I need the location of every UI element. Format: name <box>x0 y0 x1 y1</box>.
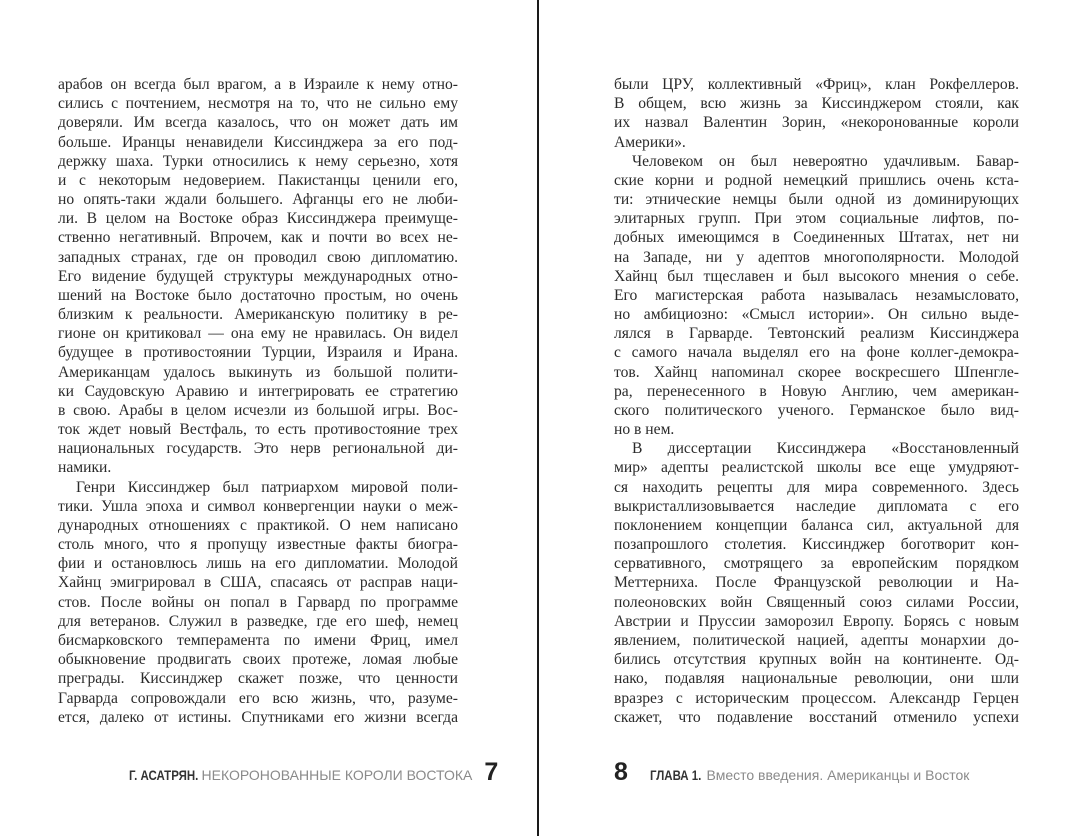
text-line: Хайнц был тщеславен и был высокого мнения о себе. <box>614 267 1019 285</box>
text-line: элитарных групп. При этом социальные лифтов, по- <box>614 210 1019 228</box>
text-line: их назвал Валентин Зорин, «некоронованные короли <box>614 114 1019 132</box>
page-number-right: 8 <box>614 758 628 786</box>
text-line: бились отсутствия крупных войн на континенте. Од- <box>614 651 1019 669</box>
text-line: Хайнц эмигрировал в США, спасаясь от расправ наци- <box>58 574 458 592</box>
footer-chapter-title: Вместо введения. Американцы и Восток <box>706 767 970 783</box>
text-line: сились с почтением, несмотря на то, что не сильно ему <box>58 95 458 113</box>
text-line: скажет, что подавление восстаний отменило успехи <box>614 708 1019 726</box>
text-line: в свою. Арабы в целом исчезли из большой игры. Вос- <box>58 401 458 419</box>
text-line: ется, далеко от истины. Спутниками его жизни всегда <box>58 708 458 726</box>
text-line: но в нем. <box>614 421 675 439</box>
text-line: и с некоторым недоверием. Пакистанцы ценили его, <box>58 171 458 189</box>
text-line: Его видение будущей структуры международных отно- <box>58 267 458 285</box>
text-line: ти: этнические немцы были одной из доминирующих <box>614 191 1019 209</box>
text-line: мир» адепты реалистской школы все еще умудряют- <box>614 459 1019 477</box>
text-line: сервативного, смотрящего за европейским порядком <box>614 555 1019 573</box>
text-line: шений на Востоке было достаточно простым, но очень <box>58 286 458 304</box>
text-line: бисмарковского темперамента по имени Фриц, имел <box>58 631 458 649</box>
text-line: на Западе, ни у адептов многополярности. Молодой <box>614 248 1019 266</box>
text-line: близким к реальности. Американскую политику в ре- <box>58 306 458 324</box>
text-line: гионе он критиковал — она ему не нравилась. Он видел <box>58 325 458 343</box>
text-line: Америки». <box>614 133 686 151</box>
text-line: преграды. Киссинджер скажет позже, что ценности <box>58 670 458 688</box>
text-line: ли. В целом на Востоке образ Киссинджера преимуще- <box>58 210 458 228</box>
spine-divider <box>537 0 539 836</box>
text-line: больше. Иранцы ненавидели Киссинджера за его под- <box>58 133 458 151</box>
text-line: доверяли. Им всегда казалось, что он может дать им <box>58 114 458 132</box>
text-line: но опять-таки ждали большего. Афганцы его не люби- <box>58 191 458 209</box>
text-line: ки Саудовскую Аравию и интегрировать ее стратегию <box>58 382 458 400</box>
text-line: но амбициозно: «Смысл истории». Он сильно выде- <box>614 306 1019 324</box>
text-line: Австрии и Пруссии заморозил Европу. Борясь с новым <box>614 612 1019 630</box>
text-line: ра, перенесенного в Новую Англию, чем американ- <box>614 382 1019 400</box>
text-line: добных имеющимся в Соединенных Штатах, нет ни <box>614 229 1019 247</box>
right-page-footer <box>614 758 969 787</box>
footer-book-title: НЕКОРОНОВАННЫЕ КОРОЛИ ВОСТОКА <box>201 767 473 783</box>
text-line: фии и остановлюсь лишь на его дипломатии. Молодой <box>58 555 458 573</box>
text-line: явлением, политической нацией, адепты монархии до- <box>614 631 1019 649</box>
text-line: держку шаха. Турки относились к нему серьезно, хотя <box>58 152 458 170</box>
text-line: Генри Киссинджер был патриархом мировой поли- <box>76 478 458 496</box>
right-page-text <box>614 75 1019 727</box>
text-line: столь много, что я пропущу известные факты биогра- <box>58 536 458 554</box>
text-line: нако, подавляя национальные революции, они шли <box>614 670 1019 688</box>
left-page-footer <box>129 758 498 787</box>
text-line: будущее в противостоянии Турции, Израиля и Ирана. <box>58 344 458 362</box>
text-line: тики. Ушла эпоха и символ конвергенции науки о меж- <box>58 497 458 515</box>
text-line: Американцам удалось выкинуть из большой полити- <box>58 363 458 381</box>
text-line: Человеком он был невероятно удачливым. Бавар- <box>632 152 1019 170</box>
text-line: В общем, всю жизнь за Киссинджером стояли, как <box>614 95 1019 113</box>
text-line: для ветеранов. Служил в разведке, где его шеф, немец <box>58 612 458 630</box>
text-line: обыкновение продвигать своих протеже, ломая любые <box>58 651 458 669</box>
text-line: тов. Хайнц напоминал скорее воскресшего Шпенгле- <box>614 363 1019 381</box>
text-line: Гарварда сопровождали его всю жизнь, что, разуме- <box>58 689 458 707</box>
text-line: арабов он всегда был врагом, а в Израиле к нему отно- <box>58 76 458 93</box>
left-page-text <box>58 75 458 727</box>
text-line: позапрошлого столетия. Киссинджер боготворит кон- <box>614 536 1019 554</box>
text-line: ского политического ученого. Германское было вид- <box>614 401 1019 419</box>
text-line: ток ждет новый Вестфаль, то есть противостояние трех <box>58 421 458 439</box>
text-line: полеоновских войн Священный союз силами России, <box>614 593 1019 611</box>
text-line: выкристаллизовывается наследие дипломата с его <box>614 497 1019 515</box>
footer-chapter: ГЛАВА 1. <box>649 767 702 783</box>
text-line: стов. После войны он попал в Гарвард по программе <box>58 593 458 611</box>
text-line: намики. <box>58 459 112 477</box>
footer-author: Г. АСАТРЯН. <box>129 767 199 783</box>
text-line: Меттерниха. После Французской революции и На- <box>614 574 1019 592</box>
text-line: ся находить рецепты для мира современного. Здесь <box>614 478 1019 496</box>
text-line: национальных государств. Это нерв региональной ди- <box>58 440 458 458</box>
text-line: поклонением концепции баланса сил, актуальной для <box>614 516 1019 534</box>
text-line: лялся в Гарварде. Тевтонский реализм Киссинджера <box>614 325 1019 343</box>
page-number-left: 7 <box>484 758 499 786</box>
text-line: В диссертации Киссинджера «Восстановленный <box>632 440 1019 458</box>
text-line: ственно негативный. Впрочем, как и почти во всех не- <box>58 229 458 247</box>
text-line: Его магистерская работа называлась незамысловато, <box>614 286 1019 304</box>
text-line: с самого начала выделял его на фоне коллег-демокра- <box>614 344 1019 362</box>
text-line: ские корни и родной немецкий пришлись очень кста- <box>614 171 1019 189</box>
text-line: вразрез с историческим процессом. Александр Герцен <box>614 689 1019 707</box>
text-line: западных странах, где он проводил свою дипломатию. <box>58 248 458 266</box>
text-line: были ЦРУ, коллективный «Фриц», клан Рокфеллеров. <box>614 76 1019 93</box>
text-line: дународных отношениях с практикой. О нем написано <box>58 516 458 534</box>
